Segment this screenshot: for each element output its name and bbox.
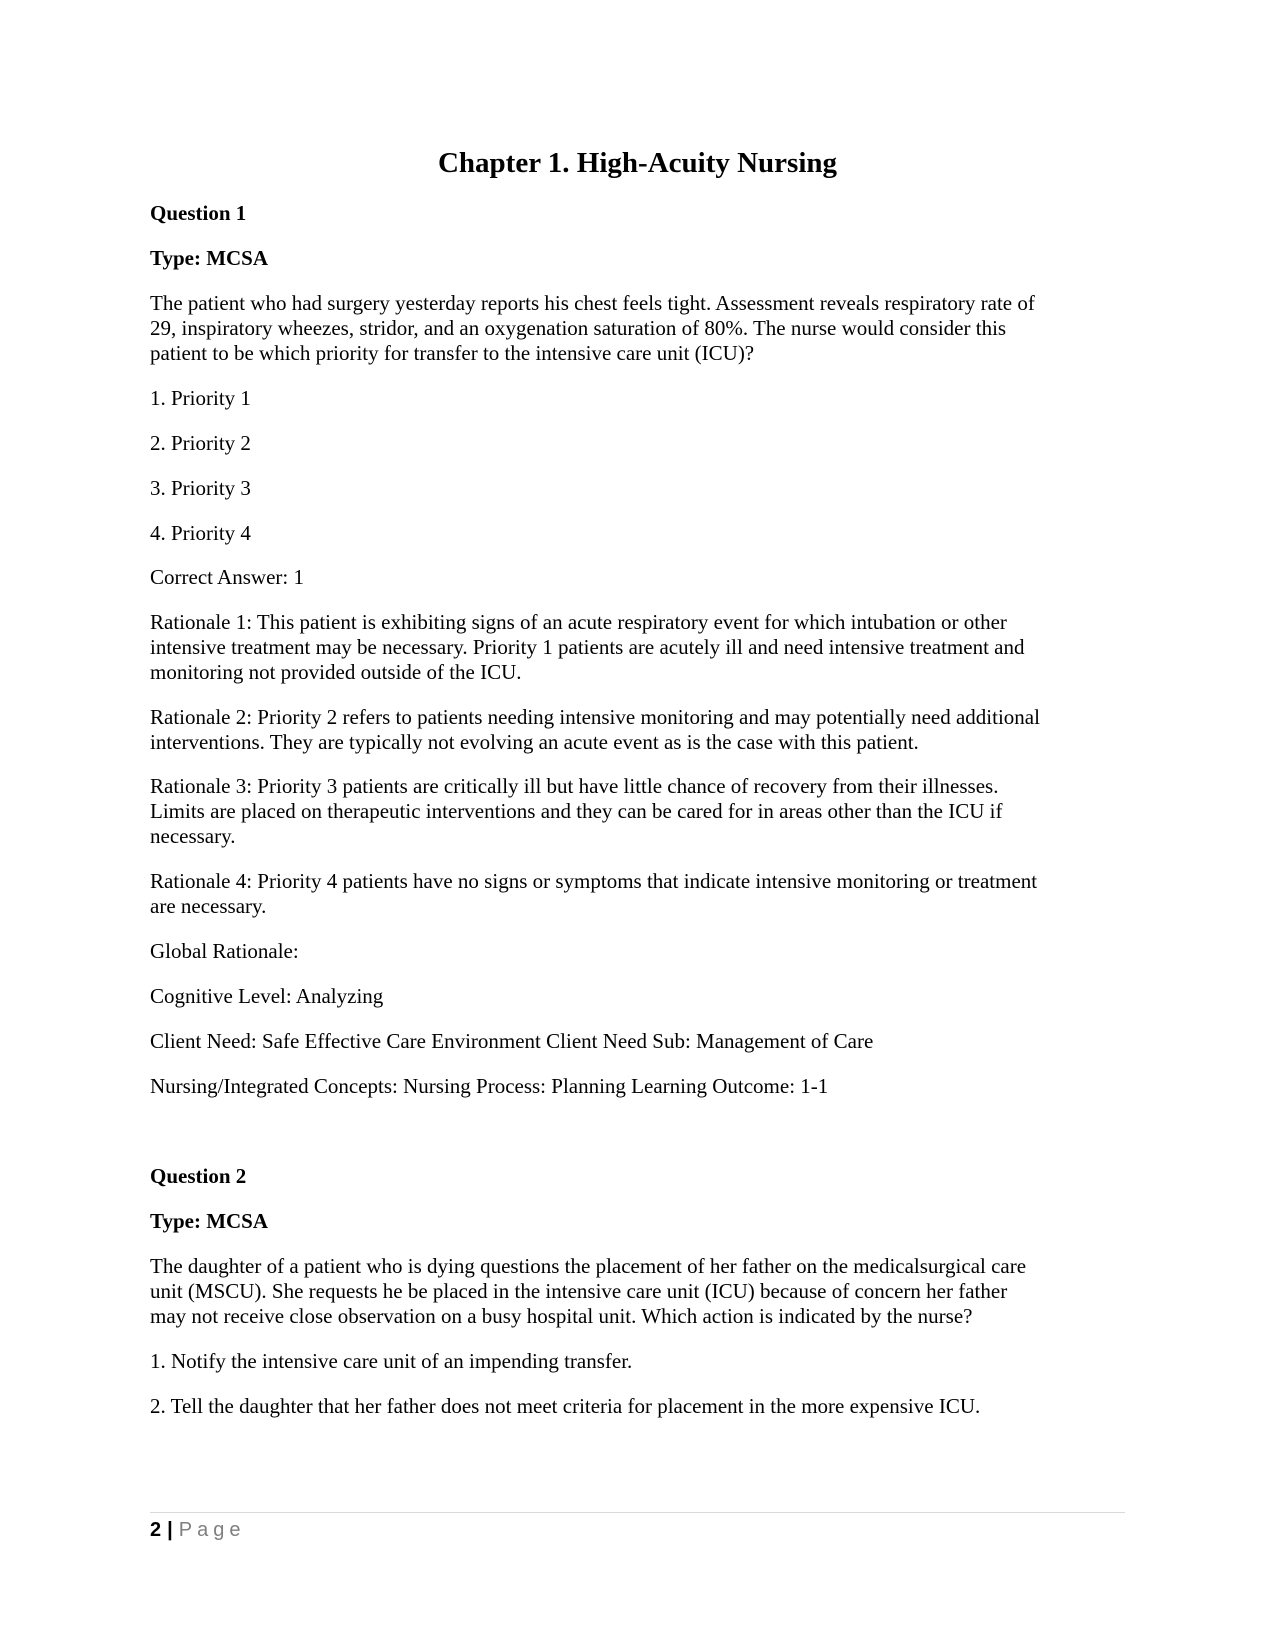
integrated-concepts: Nursing/Integrated Concepts: Nursing Process: Planning Learning Outcome: 1-1 <box>150 1074 829 1098</box>
question-1-option: 3. Priority 3 <box>150 476 251 500</box>
chapter-title: Chapter 1. High-Acuity Nursing <box>437 147 838 179</box>
question-1-option: 2. Priority 2 <box>150 431 251 455</box>
question-2-stem-line: The daughter of a patient who is dying questions the placement of her father on the medicalsurgical care <box>150 1254 1027 1278</box>
rationale-1-line: intensive treatment may be necessary. Priority 1 patients are acutely ill and need intensive treatment and <box>150 635 1025 659</box>
question-1-type: Type: MCSA <box>150 246 269 270</box>
rationale-3-line: Limits are placed on therapeutic interventions and they can be cared for in areas other than the ICU if <box>150 799 1003 823</box>
footer-separator: | <box>167 1519 173 1541</box>
page-label: Page <box>178 1519 246 1541</box>
question-2-stem-line: may not receive close observation on a busy hospital unit. Which action is indicated by the nurse? <box>150 1304 973 1328</box>
client-need: Client Need: Safe Effective Care Environment Client Need Sub: Management of Care <box>150 1029 874 1053</box>
document-page <box>150 0 1125 1650</box>
rationale-3-line: Rationale 3: Priority 3 patients are critically ill but have little chance of recovery from their illnesses. <box>150 774 999 798</box>
page-number: 2 <box>150 1519 162 1541</box>
question-1-heading: Question 1 <box>150 201 247 225</box>
rationale-1-line: monitoring not provided outside of the ICU. <box>150 660 522 684</box>
question-1-option: 4. Priority 4 <box>150 521 251 545</box>
cognitive-level: Cognitive Level: Analyzing <box>150 984 384 1008</box>
global-rationale: Global Rationale: <box>150 939 299 963</box>
question-2-type: Type: MCSA <box>150 1209 269 1233</box>
rationale-4-line: Rationale 4: Priority 4 patients have no signs or symptoms that indicate intensive monitoring or treatment <box>150 869 1038 893</box>
question-1-option: 1. Priority 1 <box>150 386 251 410</box>
rationale-3-line: necessary. <box>150 824 236 848</box>
question-1-correct-answer: Correct Answer: 1 <box>150 565 304 589</box>
footer-divider <box>150 1512 1125 1513</box>
question-1-stem-line: 29, inspiratory wheezes, stridor, and an oxygenation saturation of 80%. The nurse would consider this <box>150 316 1007 340</box>
rationale-2-line: interventions. They are typically not evolving an acute event as is the case with this patient. <box>150 730 919 754</box>
question-1-stem-line: The patient who had surgery yesterday reports his chest feels tight. Assessment reveals respiratory rate of <box>150 291 1035 315</box>
rationale-1-line: Rationale 1: This patient is exhibiting signs of an acute respiratory event for which intubation or other <box>150 610 1007 634</box>
page-footer <box>150 1518 245 1542</box>
rationale-2-line: Rationale 2: Priority 2 refers to patients needing intensive monitoring and may potentially need additional <box>150 705 1040 729</box>
question-2-option: 2. Tell the daughter that her father does not meet criteria for placement in the more expensive ICU. <box>150 1394 981 1418</box>
question-1-stem-line: patient to be which priority for transfer to the intensive care unit (ICU)? <box>150 341 755 365</box>
question-2-option: 1. Notify the intensive care unit of an impending transfer. <box>150 1349 633 1373</box>
question-2-stem-line: unit (MSCU). She requests he be placed in the intensive care unit (ICU) because of concern her father <box>150 1279 1008 1303</box>
rationale-4-line: are necessary. <box>150 894 267 918</box>
question-2-heading: Question 2 <box>150 1164 247 1188</box>
